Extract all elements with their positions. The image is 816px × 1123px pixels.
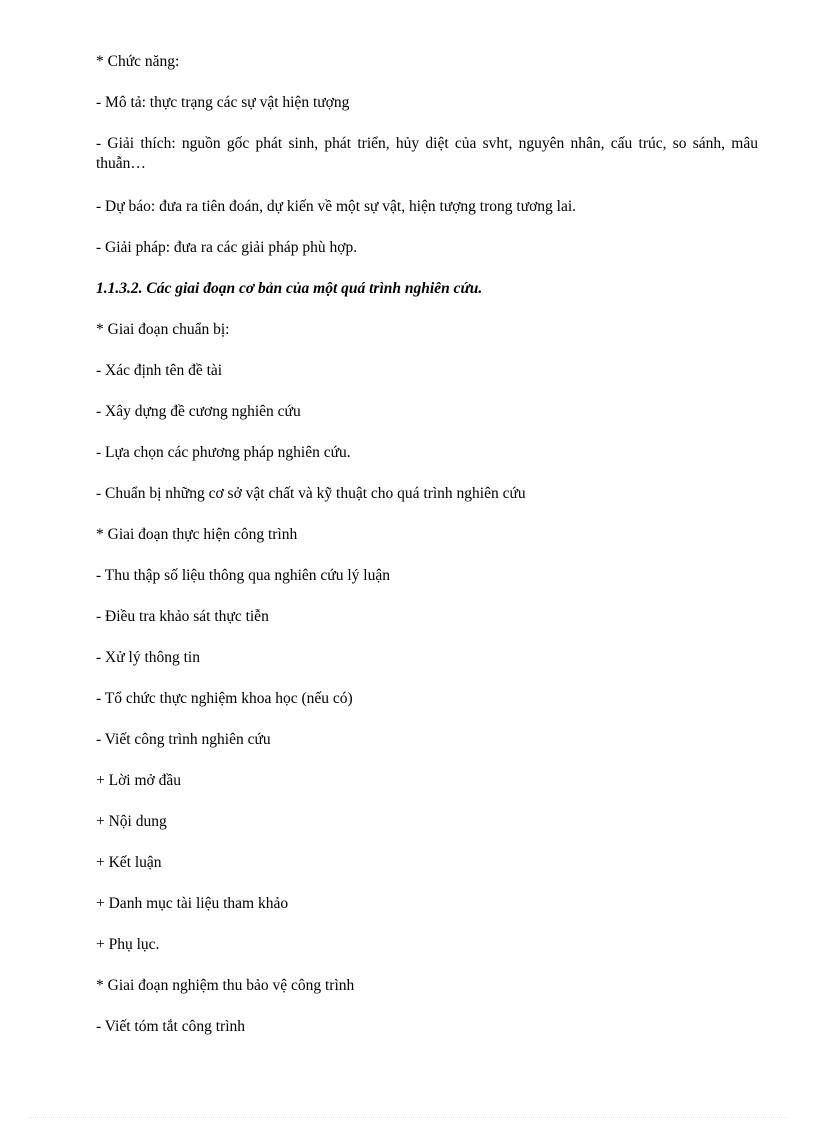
stage-label: * Giai đoạn chuẩn bị:: [96, 321, 230, 338]
list-item: - Dự báo: đưa ra tiên đoán, dự kiến về một sự vật, hiện tượng trong tương lai.: [96, 198, 577, 215]
functions-label: * Chức năng:: [96, 53, 180, 70]
stage-label: * Giai đoạn thực hiện công trình: [96, 526, 298, 543]
list-item: - Chuẩn bị những cơ sở vật chất và kỹ thuật cho quá trình nghiên cứu: [96, 485, 526, 502]
list-item: - Lựa chọn các phương pháp nghiên cứu.: [96, 444, 351, 461]
list-item: - Xử lý thông tin: [96, 649, 200, 666]
sub-list-item: + Kết luận: [96, 854, 162, 871]
list-item: - Giải pháp: đưa ra các giải pháp phù hợp.: [96, 239, 358, 256]
sub-list-item: + Lời mở đầu: [96, 772, 181, 789]
list-item: - Giải thích: nguồn gốc phát sinh, phát triển, hủy diệt của svht, nguyên nhân, cấu trúc, so sánh, mâu thuẫn…: [96, 135, 758, 172]
sub-list-item: + Nội dung: [96, 813, 167, 830]
section-heading: 1.1.3.2. Các giai đoạn cơ bản của một quá trình nghiên cứu.: [96, 280, 483, 297]
page-footer-divider: [28, 1117, 788, 1118]
list-item: - Viết công trình nghiên cứu: [96, 731, 271, 748]
sub-list-item: + Phụ lục.: [96, 936, 160, 953]
list-item: - Xác định tên đề tài: [96, 362, 223, 379]
list-item: - Mô tả: thực trạng các sự vật hiện tượng: [96, 94, 350, 111]
list-item: - Thu thập số liệu thông qua nghiên cứu lý luận: [96, 567, 390, 584]
sub-list-item: + Danh mục tài liệu tham khảo: [96, 895, 289, 912]
list-item: - Viết tóm tắt công trình: [96, 1018, 246, 1035]
list-item: - Xây dựng đề cương nghiên cứu: [96, 403, 301, 420]
list-item: - Điều tra khảo sát thực tiễn: [96, 608, 269, 625]
list-item: - Tổ chức thực nghiệm khoa học (nếu có): [96, 690, 353, 707]
stage-label: * Giai đoạn nghiệm thu bảo vệ công trình: [96, 977, 355, 994]
